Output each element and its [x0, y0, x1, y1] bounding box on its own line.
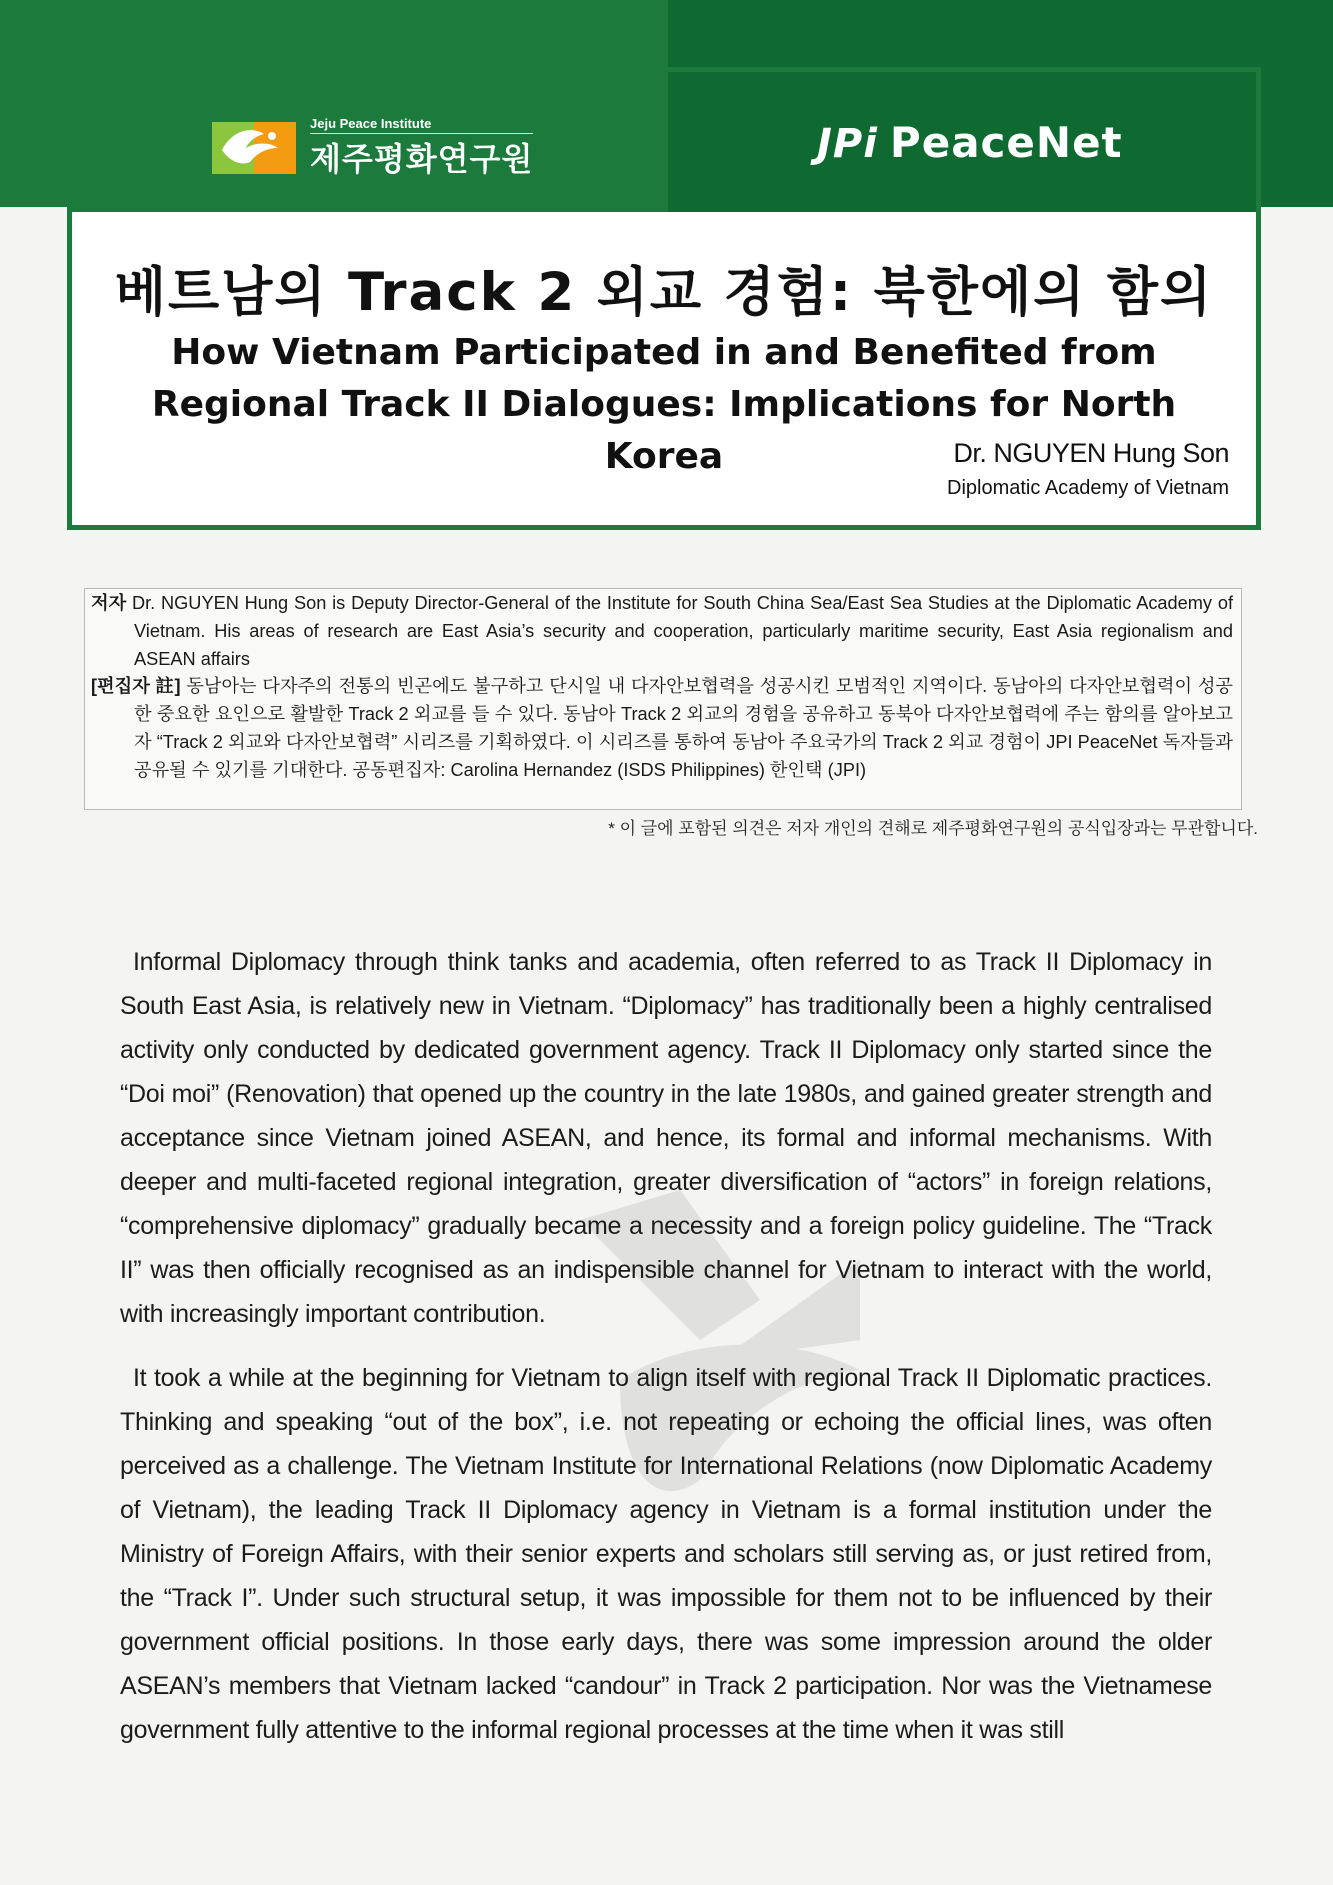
dove-logo-icon — [212, 116, 300, 180]
jeju-peace-institute-logo — [212, 112, 533, 184]
article-body — [120, 940, 1212, 1772]
title-box-banner — [72, 72, 1256, 212]
editor-note-label: [편집자 註] — [91, 676, 181, 697]
editor-note — [91, 673, 1233, 784]
body-paragraph-2: It took a while at the beginning for Vietnam to align itself with regional Track II Diplomatic practices. Thinking and speaking “out of the box”, i.e. not repeating or echoing the official lines, was often perceived as a challenge. The Vietnam Institute for International Relations (now Diplomatic Academy of Vietnam), the leading Track II Diplomacy agency in Vietnam is a formal institution under the Ministry of Foreign Affairs, with their senior experts and scholars still serving as, or just retired from, the “Track I”. Under such structural setup, it was impossible for them not to be influenced by their government official positions. In those early days, there was some impression around the older ASEAN’s members that Vietnam lacked “candour” in Track 2 participation. Nor was the Vietnamese government fully attentive to the informal regional processes at the time when it was still — [120, 1364, 1212, 1744]
note-box — [84, 588, 1242, 810]
title-box — [67, 67, 1261, 530]
brand-name: PeaceNet — [889, 118, 1123, 167]
title-korean: 베트남의 Track 2 외교 경험: 북한에의 함의 — [114, 262, 1214, 323]
brand-jpi: JPi — [817, 121, 878, 167]
author-note — [91, 590, 1233, 673]
institute-name-ko: 제주평화연구원 — [310, 140, 534, 178]
author-note-text: Dr. NGUYEN Hung Son is Deputy Director-General of the Institute for South China Sea/East Sea Studies at the Diplomatic Academy of Vietnam. His areas of research are East Asia’s security and cooperation, particularly maritime security, East Asia regionalism and ASEAN affairs — [131, 593, 1233, 669]
author-affiliation: Diplomatic Academy of Vietnam — [947, 477, 1229, 499]
editor-note-text: 동남아는 다자주의 전통의 빈곤에도 불구하고 단시일 내 다자안보협력을 성공시킨 모범적인 지역이다. 동남아의 다자안보협력이 성공한 중요한 요인으로 활발한 Track 2 외교를 들 수 있다. 동남아 Track 2 외교의 경험을 공유하고 동북아 다자안보협력에 주는 함의를 알아보고자 “Track 2 외교와 다자안보협력” 시리즈를 기획하였다. 이 시리즈를 통하여 동남아 주요국가의 Track 2 외교 경험이 JPI PeaceNet 독자들과 공유될 수 있기를 기대한다. 공동편집자: Carolina Hernandez (ISDS Philippines) 한인택 (JPI) — [134, 676, 1234, 780]
disclaimer: * 이 글에 포함된 의견은 저자 개인의 견해로 제주평화연구원의 공식입장과는 무관합니다. — [608, 819, 1258, 838]
institute-name-en: Jeju Peace Institute — [310, 116, 533, 134]
body-paragraph-1: Informal Diplomacy through think tanks and academia, often referred to as Track II Diplomacy in South East Asia, is relatively new in Vietnam. “Diplomacy” has traditionally been a highly centralised activity only conducted by dedicated government agency. Track II Diplomacy only started since the “Doi moi” (Renovation) that opened up the country in the late 1980s, and gained greater strength and acceptance since Vietnam joined ASEAN, and hence, its formal and informal mechanisms. With deeper and multi-faceted regional integration, greater diversification of “actors” in foreign relations, “comprehensive diplomacy” gradually became a necessity and a foreign policy guideline. The “Track II” was then officially recognised as an indispensible channel for Vietnam to interact with the world, with increasingly important contribution. — [120, 948, 1212, 1328]
title-english: How Vietnam Participated in and Benefited from Regional Track II Dialogues: Implications for North Korea — [151, 332, 1177, 477]
author-name: Dr. NGUYEN Hung Son — [953, 438, 1229, 468]
author-note-label: 저자 — [91, 593, 127, 613]
peacenet-logo — [817, 118, 1123, 167]
